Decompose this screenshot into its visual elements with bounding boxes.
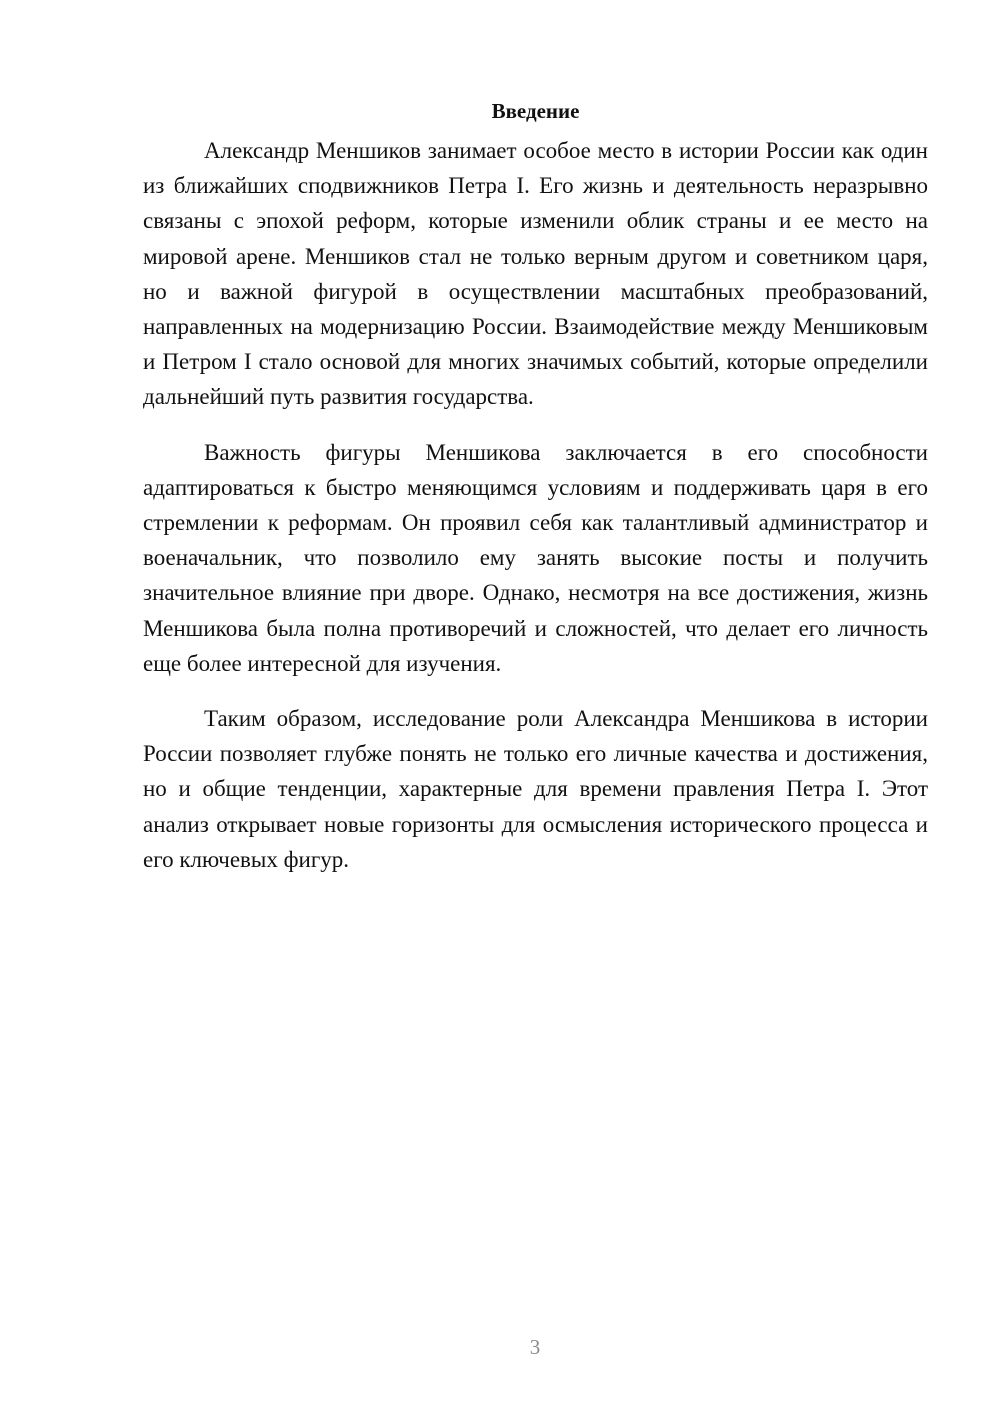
paragraph-3: Таким образом, исследование роли Александра Меншикова в истории России позволяет глубже понять не только его личные качества и достижения, но и общие тенденции, характерные для времени правления Петра I. Этот анализ открывает новые горизонты для осмысления исторического процесса и его ключевых фигур. bbox=[143, 706, 928, 872]
section-title: Введение bbox=[491, 99, 580, 123]
page-content bbox=[143, 96, 928, 897]
paragraph-1: Александр Меншиков занимает особое место в истории России как один из ближайших сподвижников Петра I. Его жизнь и деятельность неразрывно связаны с эпохой реформ, которые изменили облик страны и ее место на мировой арене. Меншиков стал не только верным другом и советником царя, но и важной фигурой в осуществлении масштабных преобразований, направленных на модернизацию России. Взаимодействие между Меншиковым и Петром I стало основой для многих значимых событий, которые определили дальнейший путь развития государства. bbox=[143, 138, 928, 410]
page-number: 3 bbox=[529, 1335, 541, 1359]
paragraph-2: Важность фигуры Меншикова заключается в его способности адаптироваться к быстро меняющимся условиям и поддерживать царя в его стремлении к реформам. Он проявил себя как талантливый администратор и военачальник, что позволило ему занять высокие посты и получить значительное влияние при дворе. Однако, несмотря на все достижения, жизнь Меншикова была полна противоречий и сложностей, что делает его личность еще более интересной для изучения. bbox=[143, 439, 928, 676]
